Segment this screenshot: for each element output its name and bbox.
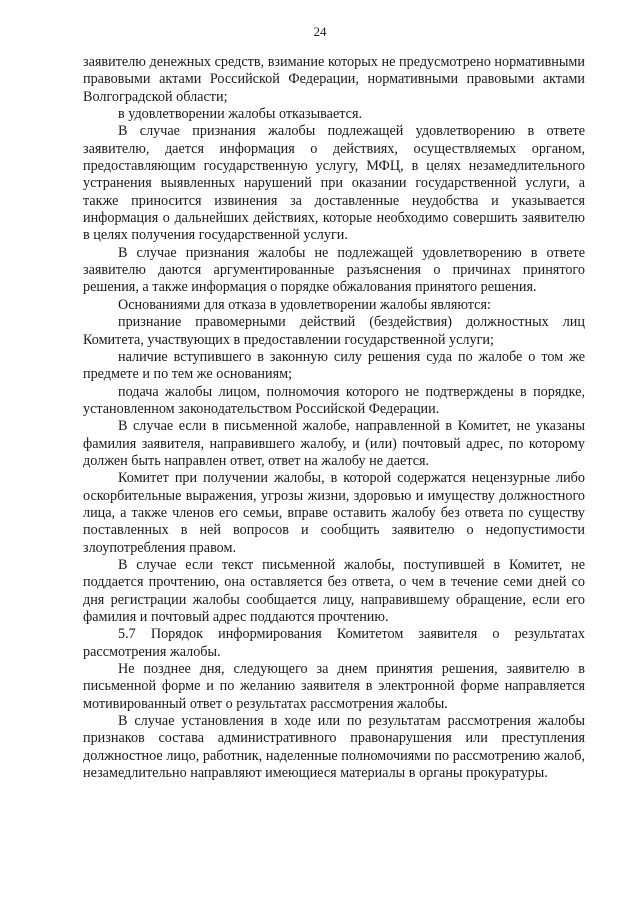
paragraph-missing-name-address: В случае если в письменной жалобе, направленной в Комитет, не указаны фамилия заявителя, направившего жалобу, и (или) почтовый адрес, по которому должен быть направлен ответ, ответ на жалобу не дается.: [83, 418, 585, 469]
paragraph-ground-unconfirmed-authority: подача жалобы лицом, полномочия которого не подтверждены в порядке, установленном законодательством Российской Федерации.: [83, 383, 585, 417]
paragraph-offensive-content: Комитет при получении жалобы, в которой содержатся нецензурные либо оскорбительные выражения, угрозы жизни, здоровью и имуществу должностного лица, а также членов его семьи, вправе оставить жалобу без ответа по существу поставленных в ней вопросов и сообщить заявителю о недопустимости злоупотребления правом.: [83, 470, 585, 556]
section-heading-5-7: 5.7 Порядок информирования Комитетом заявителя о результатах рассмотрения жалобы.: [83, 626, 585, 660]
paragraph-unreadable-text: В случае если текст письменной жалобы, поступившей в Комитет, не поддается прочтению, она оставляется без ответа, о чем в течение семи дней со дня регистрации жалобы сообщается лицу, направившему обращение, если его фамилия и почтовый адрес поддаются прочтению.: [83, 556, 585, 625]
paragraph-ground-court-decision: наличие вступившего в законную силу решения суда по жалобе о том же предмете и по тем же основаниям;: [83, 348, 585, 383]
page-number: 24: [313, 24, 327, 39]
paragraph-satisfied-response: В случае признания жалобы подлежащей удовлетворению в ответе заявителю, дается информация о действиях, осуществляемых органом, предоставляющим государственную услугу, МФЦ, в целях незамедлительного устранения выявленных нарушений при оказании государственной услуги, а также приносится извинения за доставленные неудобства и указывается информация о дальнейших действиях, которые необходимо совершить заявителю в целях получения государственной услуги.: [83, 123, 585, 244]
paragraph-ground-lawful-actions: признание правомерными действий (бездействия) должностных лиц Комитета, участвующих в предоставлении государственной услуги;: [83, 314, 585, 348]
paragraph-refusal: в удовлетворении жалобы отказывается.: [118, 106, 363, 123]
paragraph-refusal-grounds-intro: Основаниями для отказа в удовлетворении жалобы являются:: [118, 296, 491, 313]
paragraph-unsatisfied-response: В случае признания жалобы не подлежащей удовлетворению в ответе заявителю даются аргументированные разъяснения о причинах принятого решения, а также информация о порядке обжалования принятого решения.: [83, 244, 585, 296]
paragraph-answer-deadline: Не позднее дня, следующего за днем принятия решения, заявителю в письменной форме и по желанию заявителя в электронной форме направляется мотивированный ответ о результатах рассмотрения жалобы.: [83, 661, 585, 712]
document-body: [83, 54, 585, 782]
paragraph-continuation: заявителю денежных средств, взимание которых не предусмотрено нормативными правовыми актами Российской Федерации, нормативными правовыми актами Волгоградской области;: [83, 54, 585, 105]
paragraph-prosecutor-referral: В случае установления в ходе или по результатам рассмотрения жалобы признаков состава административного правонарушения или преступления должностное лицо, работник, наделенные полномочиями по рассмотрению жалоб, незамедлительно направляют имеющиеся материалы в органы прокуратуры.: [83, 713, 585, 782]
